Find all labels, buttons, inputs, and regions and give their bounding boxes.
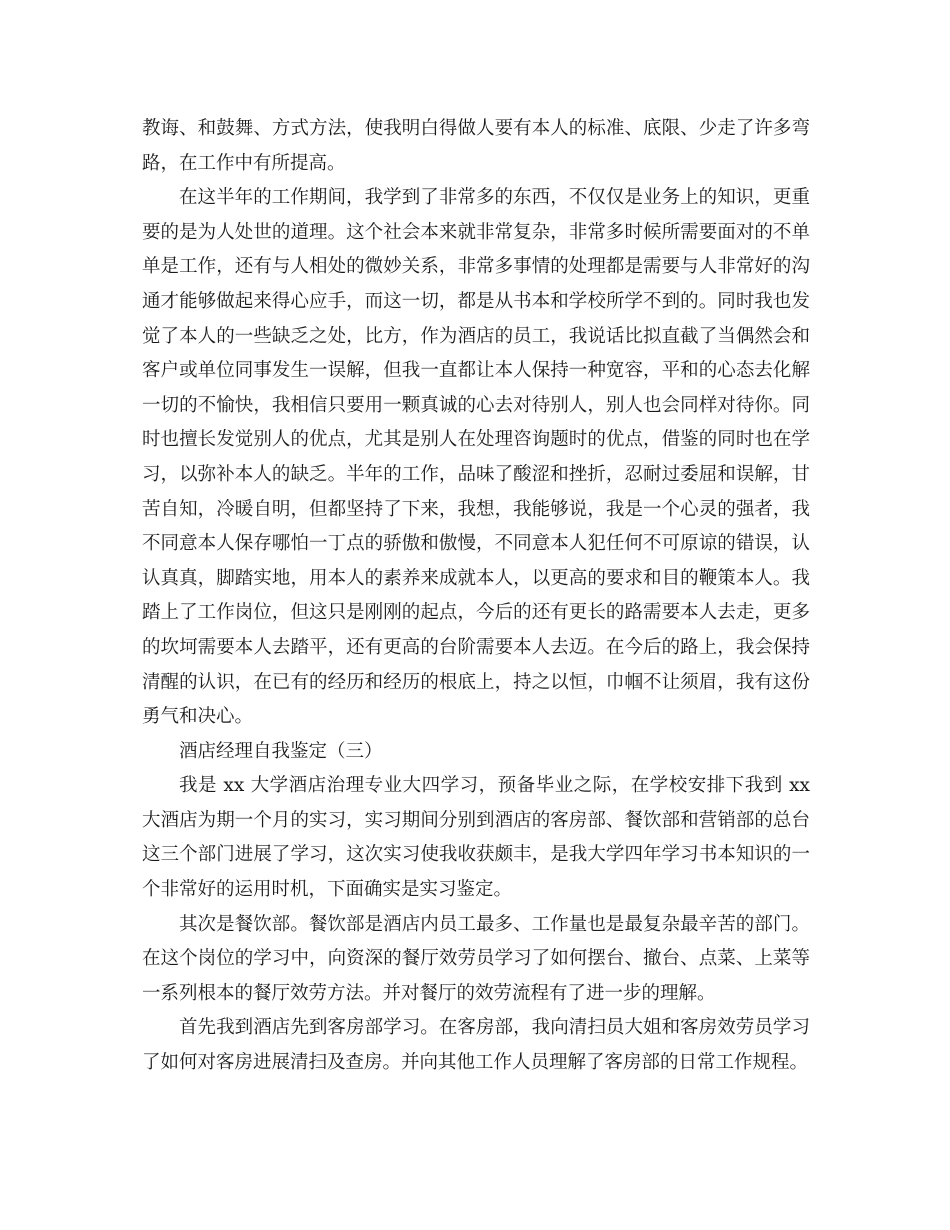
paragraph-4: 其次是餐饮部。餐饮部是酒店内员工最多、工作量也是最复杂最辛苦的部门。在这个岗位的学习中，向资深的餐厅效劳员学习了如何摆台、撤台、点菜、上菜等一系列根本的餐厅效劳方法。并对餐厅的效劳流程有了进一步的理解。 bbox=[142, 913, 810, 1004]
section-heading: 酒店经理自我鉴定（三） bbox=[179, 740, 383, 762]
paragraph-2: 在这半年的工作期间，我学到了非常多的东西，不仅仅是业务上的知识，更重要的是为人处世的道理。这个社会本来就非常复杂，非常多时候所需要面对的不单单是工作，还有与人相处的微妙关系，非常多事情的处理都是需要与人非常好的沟通才能够做起来得心应手，而这一切，都是从书本和学校所学不到的。同时我也发觉了本人的一些缺乏之处，比方，作为酒店的员工，我说话比拟直截了当偶然会和客户或单位同事发生一误解，但我一直都让本人保持一种宽容，平和的心态去化解一切的不愉快，我相信只要用一颗真诚的心去对待别人，别人也会同样对待你。同时也擅长发觉别人的优点，尤其是别人在处理咨询题时的优点，借鉴的同时也在学习，以弥补本人的缺乏。半年的工作，品味了酸涩和挫折，忍耐过委屈和误解，甘苦自知，冷暖自明，但都坚持了下来，我想，我能够说，我是一个心灵的强者，我不同意本人保存哪怕一丁点的骄傲和傲慢，不同意本人犯任何不可原谅的错误，认认真真，脚踏实地，用本人的素养来成就本人，以更高的要求和目的鞭策本人。我踏上了工作岗位，但这只是刚刚的起点，今后的还有更长的路需要本人去走，更多的坎坷需要本人去踏平，还有更高的台阶需要本人去迈。在今后的路上，我会保持清醒的认识，在已有的经历和经历的根底上，持之以恒，巾帼不让须眉，我有这份勇气和决心。 bbox=[142, 187, 810, 728]
document-body bbox=[142, 112, 810, 1081]
paragraph-1: 教诲、和鼓舞、方式方法，使我明白得做人要有本人的标准、底限、少走了许多弯路，在工作中有所提高。 bbox=[142, 118, 810, 174]
paragraph-3: 我是 xx 大学酒店治理专业大四学习，预备毕业之际，在学校安排下我到 xx 大酒店为期一个月的实习，实习期间分别到酒店的客房部、餐饮部和营销部的总台这三个部门进展了学习，这次实习使我收获颇丰，是我大学四年学习书本知识的一个非常好的运用时机，下面确实是实习鉴定。 bbox=[142, 775, 810, 901]
paragraph-5: 首先我到酒店先到客房部学习。在客房部，我向清扫员大姐和客房效劳员学习了如何对客房进展清扫及查房。并向其他工作人员理解了客房部的日常工作规程。 bbox=[142, 1017, 810, 1074]
